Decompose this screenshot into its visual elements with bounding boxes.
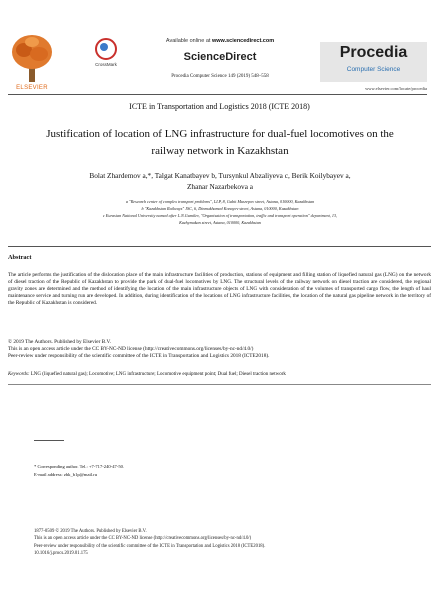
availability-line — [120, 38, 320, 44]
keywords-divider — [8, 384, 431, 385]
affiliation-b: b "Kazakhstan Railways" JSC, 6, Dinmukhamed Konayev street, Astana, 010000, Kazakhstan — [141, 206, 299, 211]
journal-subtitle: Computer Science — [346, 66, 401, 73]
elsevier-tree-logo — [8, 32, 56, 84]
affiliation-c: c Eurasian National University named after L.N.Gumilev, "Organisation of transportation, traffic and transport operation" department, 13, — [102, 213, 338, 218]
conference-name: ICTE in Transportation and Logistics 2018 (ICTE 2018) — [129, 102, 310, 111]
issn-copyright: 1877-0509 © 2019 The Authors. Published by Elsevier B.V. — [34, 529, 147, 534]
journal-url[interactable]: www.elsevier.com/locate/procedia — [365, 86, 427, 91]
crossmark-icon — [95, 38, 117, 60]
bottom-peer-review: Peer-review under responsibility of the scientific committee of the ICTE in Transportation and Logistics 2018 (ICTE2018). — [34, 543, 266, 549]
affiliation-a: a "Research center of complex transport problems", LLP, 8, Gabit Musrepov street, Astana, 010000, Kazakhstan — [125, 199, 315, 204]
license-line: This is an open access article under the CC BY-NC-ND license (http://creativecommons.org/licenses/by-nc-nd/4.0/) — [8, 346, 254, 352]
abstract-heading: Abstract — [8, 254, 32, 261]
journal-reference: Procedia Computer Science 149 (2019) 548–558 — [171, 74, 269, 79]
author-email: E-mail address: zbk_b1p@mail.ru — [34, 472, 98, 477]
crossmark-label: CrossMark — [95, 62, 117, 67]
sciencedirect-url[interactable]: www.sciencedirect.com — [211, 38, 275, 44]
keywords-text: LNG (liquefied natural gas); Locomotive; LNG infrastructure; Locomotive equipment point; Dual fuel; Diesel traction network — [30, 372, 286, 377]
platform-name: ScienceDirect — [183, 51, 257, 63]
journal-title: Procedia — [339, 44, 408, 61]
author-list — [10, 170, 430, 192]
copyright-line: © 2019 The Authors. Published by Elsevier B.V. — [8, 339, 111, 345]
authors-line-1: Bolat Zhardemov a,*, Talgat Kanatbayev b, Tursynkul Abzaliyeva c, Berik Koilybayev a, — [89, 171, 351, 180]
bottom-license: This is an open access article under the CC BY-NC-ND license (http://creativecommons.org/licenses/by-nc-nd/4.0/) — [34, 536, 252, 542]
paper-title: Justification of location of LNG infrastructure for dual-fuel locomotives on the railway network in Kazakhstan — [46, 128, 394, 157]
elsevier-logo-text: ELSEVIER — [16, 85, 48, 91]
abstract-text: The article performs the justification of the dislocation place of the main infrastructure facilities of production, stations of equipment and filling station of liquefied natural gas (LNG) on the network of diesel traction of the Republic of Kazakhstan to provide the park of dual-fuel locomotives by LNG. The structural levels of the railway network on diesel traction are considered, the regional gravity zones are determined and the method of identifying the location of the main infrastructure objects of LNG with consideration of the volumes of transported cargo flow, the length of haul maintenance service and turning run are developed. In addition, during identification of the locations of LNG infrastructure facilities, the location of the natural gas pipeline network in the territory of the Republic of Kazakhstan is considered. — [8, 272, 431, 306]
affiliation-c-cont: Kazhymukan street, Astana, 010000, Kazakhstan — [179, 220, 261, 225]
doi[interactable]: 10.1016/j.procs.2019.01.175 — [34, 551, 88, 557]
keywords-label: Keywords: — [8, 372, 30, 377]
available-prefix: Available online at — [165, 38, 211, 44]
authors-line-2: Zhanar Nazarbekova a — [186, 182, 254, 191]
crossmark-badge[interactable] — [91, 38, 121, 67]
footnote-rule — [34, 440, 64, 441]
publication-info — [34, 528, 426, 558]
license-block — [8, 339, 431, 360]
keywords-line — [8, 372, 431, 377]
peer-review-line: Peer-review under responsibility of the scientific committee of the ICTE in Transportation and Logistics 2018 (ICTE2018). — [8, 353, 270, 359]
corresponding-author: * Corresponding author. Tel.: +7-717-240-47-50. — [34, 464, 125, 469]
header-divider — [8, 94, 427, 95]
affiliations — [10, 198, 430, 226]
abstract-divider — [8, 246, 431, 247]
